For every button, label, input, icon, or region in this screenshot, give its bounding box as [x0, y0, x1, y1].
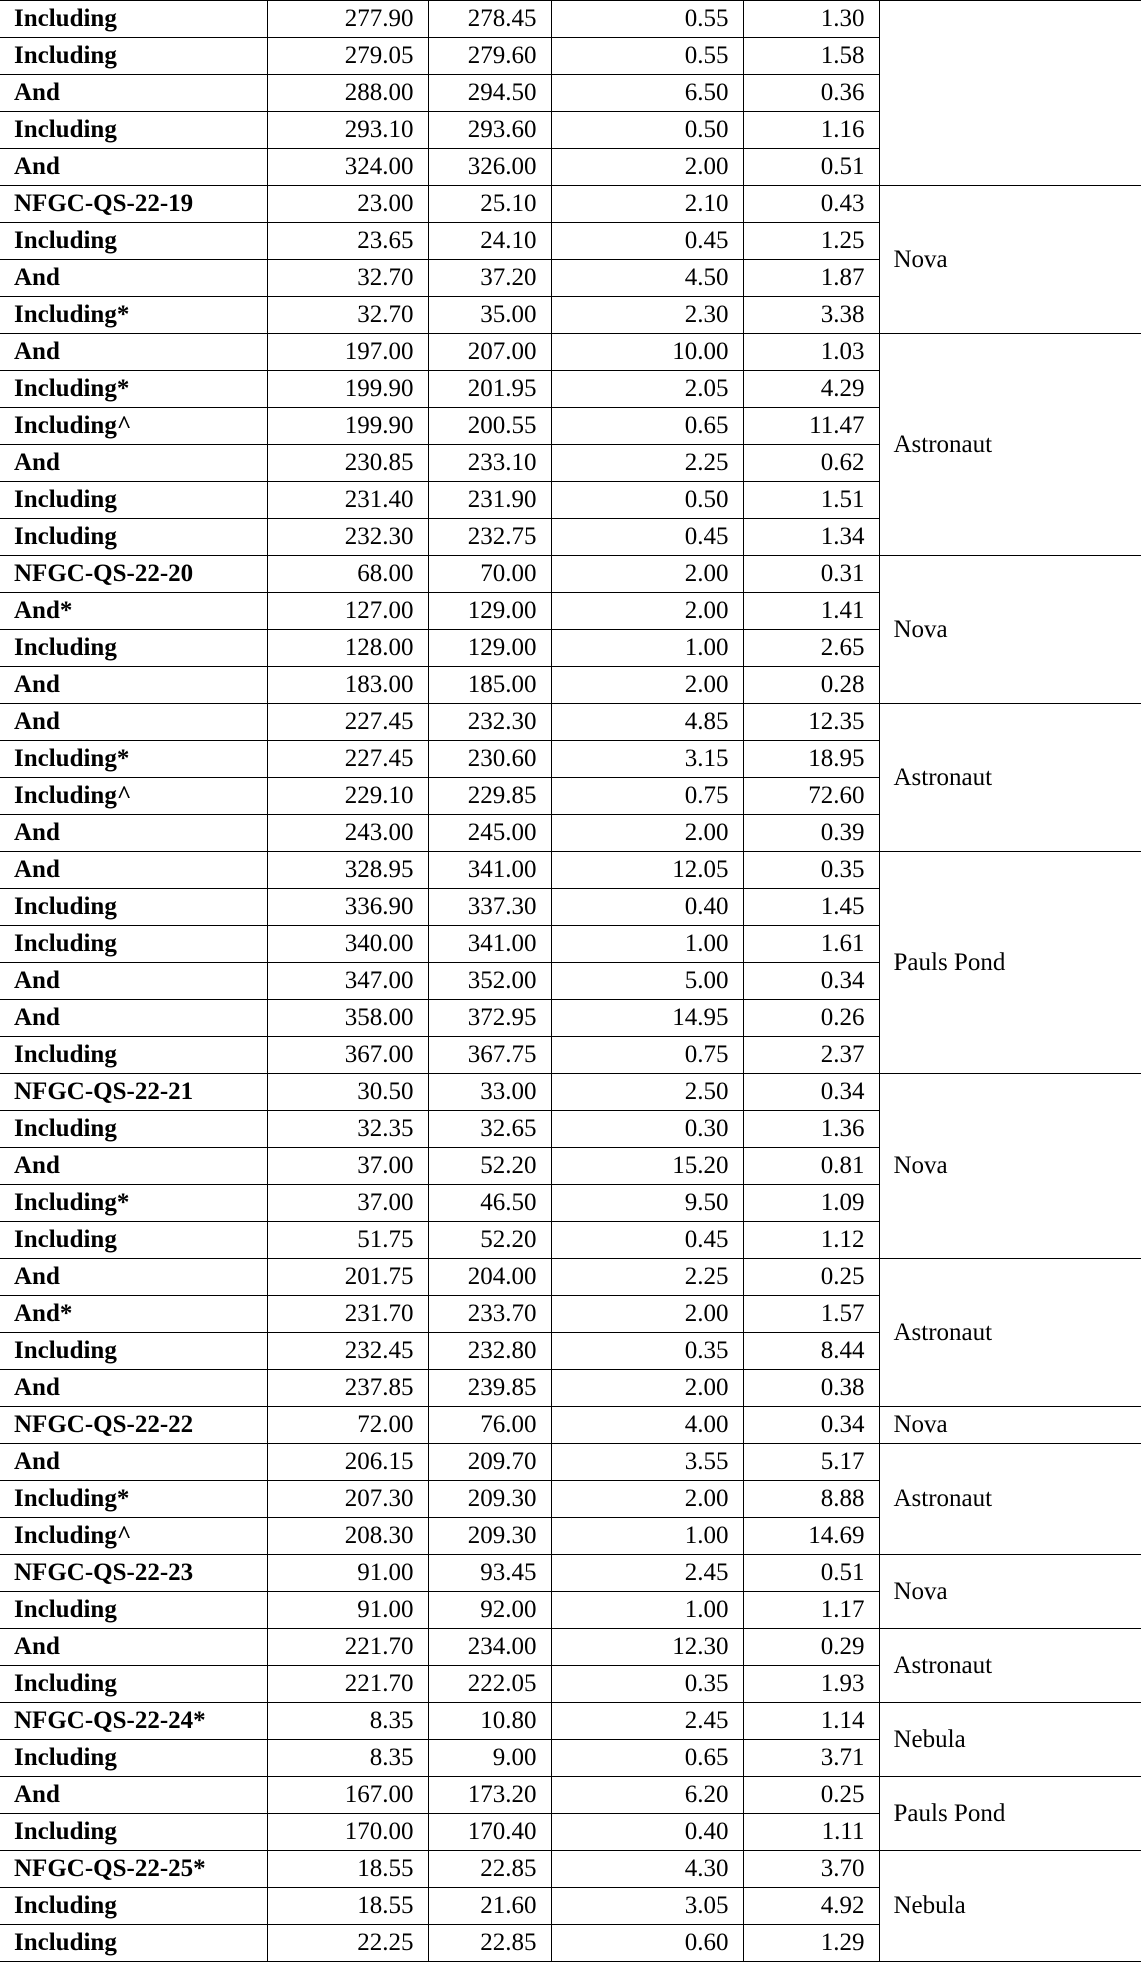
to-cell: 173.20: [428, 1777, 551, 1814]
interval-cell: And: [0, 149, 267, 186]
length-cell: 2.45: [551, 1555, 743, 1592]
interval-cell: And*: [0, 593, 267, 630]
grade-cell: 1.87: [743, 260, 879, 297]
to-cell: 25.10: [428, 186, 551, 223]
interval-cell: Including^: [0, 408, 267, 445]
from-cell: 279.05: [267, 38, 428, 75]
interval-cell: And: [0, 1370, 267, 1407]
length-cell: 2.00: [551, 815, 743, 852]
interval-cell: And: [0, 1629, 267, 1666]
length-cell: 14.95: [551, 1000, 743, 1037]
grade-cell: 3.38: [743, 297, 879, 334]
length-cell: 12.05: [551, 852, 743, 889]
interval-cell: Including: [0, 1888, 267, 1925]
from-cell: 231.40: [267, 482, 428, 519]
length-cell: 12.30: [551, 1629, 743, 1666]
to-cell: 209.30: [428, 1481, 551, 1518]
length-cell: 0.65: [551, 408, 743, 445]
grade-cell: 0.25: [743, 1259, 879, 1296]
interval-cell: Including*: [0, 741, 267, 778]
table-row: [0, 1, 1141, 38]
interval-cell: NFGC-QS-22-20: [0, 556, 267, 593]
grade-cell: 0.36: [743, 75, 879, 112]
from-cell: 183.00: [267, 667, 428, 704]
table-row: [0, 704, 1141, 741]
interval-cell: Including*: [0, 1185, 267, 1222]
grade-cell: 1.36: [743, 1111, 879, 1148]
grade-cell: 0.81: [743, 1148, 879, 1185]
zone-cell: Nova: [879, 1074, 1141, 1259]
grade-cell: 18.95: [743, 741, 879, 778]
grade-cell: 1.30: [743, 1, 879, 38]
table-row: [0, 1259, 1141, 1296]
grade-cell: 0.51: [743, 1555, 879, 1592]
to-cell: 52.20: [428, 1222, 551, 1259]
grade-cell: 1.17: [743, 1592, 879, 1629]
length-cell: 6.50: [551, 75, 743, 112]
length-cell: 1.00: [551, 926, 743, 963]
length-cell: 2.30: [551, 297, 743, 334]
to-cell: 239.85: [428, 1370, 551, 1407]
from-cell: 230.85: [267, 445, 428, 482]
length-cell: 4.30: [551, 1851, 743, 1888]
from-cell: 232.45: [267, 1333, 428, 1370]
grade-cell: 14.69: [743, 1518, 879, 1555]
length-cell: 2.00: [551, 667, 743, 704]
grade-cell: 1.57: [743, 1296, 879, 1333]
interval-cell: And: [0, 1000, 267, 1037]
length-cell: 10.00: [551, 334, 743, 371]
from-cell: 336.90: [267, 889, 428, 926]
to-cell: 294.50: [428, 75, 551, 112]
from-cell: 37.00: [267, 1185, 428, 1222]
length-cell: 0.55: [551, 38, 743, 75]
to-cell: 35.00: [428, 297, 551, 334]
length-cell: 0.65: [551, 1740, 743, 1777]
interval-cell: Including: [0, 1814, 267, 1851]
to-cell: 209.70: [428, 1444, 551, 1481]
length-cell: 3.55: [551, 1444, 743, 1481]
interval-cell: Including: [0, 1925, 267, 1962]
interval-cell: Including*: [0, 1481, 267, 1518]
from-cell: 18.55: [267, 1888, 428, 1925]
grade-cell: 0.51: [743, 149, 879, 186]
to-cell: 231.90: [428, 482, 551, 519]
interval-cell: And: [0, 963, 267, 1000]
to-cell: 207.00: [428, 334, 551, 371]
to-cell: 337.30: [428, 889, 551, 926]
grade-cell: 11.47: [743, 408, 879, 445]
from-cell: 328.95: [267, 852, 428, 889]
interval-cell: NFGC-QS-22-22: [0, 1407, 267, 1444]
interval-cell: Including: [0, 1666, 267, 1703]
length-cell: 9.50: [551, 1185, 743, 1222]
interval-cell: Including^: [0, 778, 267, 815]
to-cell: 46.50: [428, 1185, 551, 1222]
from-cell: 51.75: [267, 1222, 428, 1259]
length-cell: 0.40: [551, 889, 743, 926]
grade-cell: 1.93: [743, 1666, 879, 1703]
to-cell: 70.00: [428, 556, 551, 593]
from-cell: 37.00: [267, 1148, 428, 1185]
table-row: [0, 186, 1141, 223]
to-cell: 293.60: [428, 112, 551, 149]
interval-cell: And: [0, 1259, 267, 1296]
from-cell: 128.00: [267, 630, 428, 667]
grade-cell: 0.29: [743, 1629, 879, 1666]
from-cell: 91.00: [267, 1592, 428, 1629]
length-cell: 0.35: [551, 1666, 743, 1703]
from-cell: 208.30: [267, 1518, 428, 1555]
length-cell: 1.00: [551, 1592, 743, 1629]
grade-cell: 0.43: [743, 186, 879, 223]
from-cell: 201.75: [267, 1259, 428, 1296]
from-cell: 367.00: [267, 1037, 428, 1074]
to-cell: 232.80: [428, 1333, 551, 1370]
interval-cell: Including: [0, 223, 267, 260]
from-cell: 232.30: [267, 519, 428, 556]
interval-cell: Including: [0, 1333, 267, 1370]
grade-cell: 1.41: [743, 593, 879, 630]
to-cell: 24.10: [428, 223, 551, 260]
from-cell: 32.70: [267, 297, 428, 334]
grade-cell: 0.25: [743, 1777, 879, 1814]
table-row: [0, 1777, 1141, 1814]
length-cell: 15.20: [551, 1148, 743, 1185]
from-cell: 68.00: [267, 556, 428, 593]
grade-cell: 1.29: [743, 1925, 879, 1962]
from-cell: 22.25: [267, 1925, 428, 1962]
length-cell: 4.85: [551, 704, 743, 741]
length-cell: 4.50: [551, 260, 743, 297]
from-cell: 231.70: [267, 1296, 428, 1333]
length-cell: 2.00: [551, 556, 743, 593]
interval-cell: Including: [0, 1592, 267, 1629]
length-cell: 0.50: [551, 482, 743, 519]
grade-cell: 1.45: [743, 889, 879, 926]
grade-cell: 3.71: [743, 1740, 879, 1777]
from-cell: 206.15: [267, 1444, 428, 1481]
from-cell: 30.50: [267, 1074, 428, 1111]
to-cell: 234.00: [428, 1629, 551, 1666]
table-row: [0, 1555, 1141, 1592]
grade-cell: 0.34: [743, 1074, 879, 1111]
grade-cell: 0.39: [743, 815, 879, 852]
length-cell: 2.45: [551, 1703, 743, 1740]
grade-cell: 0.35: [743, 852, 879, 889]
interval-cell: And: [0, 75, 267, 112]
grade-cell: 3.70: [743, 1851, 879, 1888]
drill-results-body: [0, 1, 1141, 1962]
from-cell: 32.35: [267, 1111, 428, 1148]
interval-cell: And: [0, 1444, 267, 1481]
to-cell: 209.30: [428, 1518, 551, 1555]
grade-cell: 2.65: [743, 630, 879, 667]
interval-cell: Including: [0, 1037, 267, 1074]
zone-cell: Nebula: [879, 1851, 1141, 1962]
to-cell: 232.30: [428, 704, 551, 741]
length-cell: 5.00: [551, 963, 743, 1000]
interval-cell: Including: [0, 482, 267, 519]
from-cell: 8.35: [267, 1703, 428, 1740]
from-cell: 197.00: [267, 334, 428, 371]
length-cell: 6.20: [551, 1777, 743, 1814]
from-cell: 199.90: [267, 371, 428, 408]
from-cell: 221.70: [267, 1629, 428, 1666]
zone-cell: Astronaut: [879, 334, 1141, 556]
to-cell: 21.60: [428, 1888, 551, 1925]
from-cell: 358.00: [267, 1000, 428, 1037]
grade-cell: 8.44: [743, 1333, 879, 1370]
length-cell: 0.45: [551, 519, 743, 556]
to-cell: 233.10: [428, 445, 551, 482]
interval-cell: And: [0, 815, 267, 852]
interval-cell: Including*: [0, 297, 267, 334]
to-cell: 22.85: [428, 1925, 551, 1962]
grade-cell: 1.34: [743, 519, 879, 556]
to-cell: 129.00: [428, 593, 551, 630]
interval-cell: And: [0, 667, 267, 704]
to-cell: 170.40: [428, 1814, 551, 1851]
length-cell: 4.00: [551, 1407, 743, 1444]
grade-cell: 0.62: [743, 445, 879, 482]
length-cell: 2.00: [551, 1370, 743, 1407]
interval-cell: Including: [0, 1111, 267, 1148]
from-cell: 324.00: [267, 149, 428, 186]
from-cell: 243.00: [267, 815, 428, 852]
from-cell: 199.90: [267, 408, 428, 445]
from-cell: 340.00: [267, 926, 428, 963]
zone-cell: Astronaut: [879, 1629, 1141, 1703]
from-cell: 72.00: [267, 1407, 428, 1444]
interval-cell: Including: [0, 1, 267, 38]
interval-cell: Including: [0, 889, 267, 926]
to-cell: 372.95: [428, 1000, 551, 1037]
length-cell: 0.75: [551, 778, 743, 815]
interval-cell: And*: [0, 1296, 267, 1333]
from-cell: 207.30: [267, 1481, 428, 1518]
from-cell: 277.90: [267, 1, 428, 38]
length-cell: 2.25: [551, 445, 743, 482]
to-cell: 52.20: [428, 1148, 551, 1185]
to-cell: 93.45: [428, 1555, 551, 1592]
length-cell: 0.75: [551, 1037, 743, 1074]
grade-cell: 4.92: [743, 1888, 879, 1925]
to-cell: 230.60: [428, 741, 551, 778]
grade-cell: 1.25: [743, 223, 879, 260]
length-cell: 0.45: [551, 1222, 743, 1259]
to-cell: 341.00: [428, 926, 551, 963]
table-row: [0, 334, 1141, 371]
to-cell: 9.00: [428, 1740, 551, 1777]
length-cell: 3.05: [551, 1888, 743, 1925]
from-cell: 167.00: [267, 1777, 428, 1814]
from-cell: 32.70: [267, 260, 428, 297]
from-cell: 288.00: [267, 75, 428, 112]
to-cell: 201.95: [428, 371, 551, 408]
from-cell: 347.00: [267, 963, 428, 1000]
zone-cell: Nova: [879, 1407, 1141, 1444]
to-cell: 92.00: [428, 1592, 551, 1629]
length-cell: 0.40: [551, 1814, 743, 1851]
zone-cell: Nova: [879, 556, 1141, 704]
from-cell: 237.85: [267, 1370, 428, 1407]
from-cell: 18.55: [267, 1851, 428, 1888]
to-cell: 10.80: [428, 1703, 551, 1740]
length-cell: 0.45: [551, 223, 743, 260]
interval-cell: NFGC-QS-22-23: [0, 1555, 267, 1592]
table-row: [0, 1851, 1141, 1888]
grade-cell: 1.12: [743, 1222, 879, 1259]
length-cell: 3.15: [551, 741, 743, 778]
from-cell: 227.45: [267, 741, 428, 778]
from-cell: 293.10: [267, 112, 428, 149]
interval-cell: Including: [0, 1740, 267, 1777]
interval-cell: Including: [0, 630, 267, 667]
to-cell: 279.60: [428, 38, 551, 75]
length-cell: 0.55: [551, 1, 743, 38]
table-row: [0, 1074, 1141, 1111]
grade-cell: 72.60: [743, 778, 879, 815]
to-cell: 352.00: [428, 963, 551, 1000]
table-row: [0, 1629, 1141, 1666]
grade-cell: 1.11: [743, 1814, 879, 1851]
length-cell: 1.00: [551, 630, 743, 667]
from-cell: 127.00: [267, 593, 428, 630]
length-cell: 2.00: [551, 1296, 743, 1333]
length-cell: 2.00: [551, 149, 743, 186]
grade-cell: 1.16: [743, 112, 879, 149]
interval-cell: NFGC-QS-22-21: [0, 1074, 267, 1111]
length-cell: 2.05: [551, 371, 743, 408]
interval-cell: NFGC-QS-22-25*: [0, 1851, 267, 1888]
grade-cell: 0.31: [743, 556, 879, 593]
length-cell: 1.00: [551, 1518, 743, 1555]
interval-cell: Including: [0, 1222, 267, 1259]
interval-cell: NFGC-QS-22-24*: [0, 1703, 267, 1740]
interval-cell: And: [0, 334, 267, 371]
to-cell: 32.65: [428, 1111, 551, 1148]
to-cell: 232.75: [428, 519, 551, 556]
to-cell: 222.05: [428, 1666, 551, 1703]
interval-cell: And: [0, 704, 267, 741]
to-cell: 129.00: [428, 630, 551, 667]
to-cell: 185.00: [428, 667, 551, 704]
grade-cell: 2.37: [743, 1037, 879, 1074]
from-cell: 227.45: [267, 704, 428, 741]
zone-cell: [879, 1, 1141, 186]
interval-cell: Including: [0, 112, 267, 149]
from-cell: 91.00: [267, 1555, 428, 1592]
to-cell: 22.85: [428, 1851, 551, 1888]
interval-cell: Including: [0, 519, 267, 556]
interval-cell: Including: [0, 926, 267, 963]
table-row: [0, 1407, 1141, 1444]
length-cell: 2.50: [551, 1074, 743, 1111]
interval-cell: And: [0, 1148, 267, 1185]
to-cell: 233.70: [428, 1296, 551, 1333]
zone-cell: Nova: [879, 1555, 1141, 1629]
zone-cell: Nova: [879, 186, 1141, 334]
table-row: [0, 556, 1141, 593]
length-cell: 0.35: [551, 1333, 743, 1370]
to-cell: 245.00: [428, 815, 551, 852]
table-row: [0, 1703, 1141, 1740]
interval-cell: NFGC-QS-22-19: [0, 186, 267, 223]
interval-cell: And: [0, 445, 267, 482]
grade-cell: 1.61: [743, 926, 879, 963]
grade-cell: 12.35: [743, 704, 879, 741]
to-cell: 367.75: [428, 1037, 551, 1074]
to-cell: 341.00: [428, 852, 551, 889]
from-cell: 221.70: [267, 1666, 428, 1703]
grade-cell: 0.34: [743, 1407, 879, 1444]
interval-cell: And: [0, 260, 267, 297]
interval-cell: Including*: [0, 371, 267, 408]
interval-cell: Including^: [0, 1518, 267, 1555]
table-row: [0, 852, 1141, 889]
length-cell: 2.25: [551, 1259, 743, 1296]
length-cell: 2.00: [551, 1481, 743, 1518]
to-cell: 200.55: [428, 408, 551, 445]
grade-cell: 5.17: [743, 1444, 879, 1481]
from-cell: 229.10: [267, 778, 428, 815]
grade-cell: 1.14: [743, 1703, 879, 1740]
grade-cell: 1.51: [743, 482, 879, 519]
to-cell: 229.85: [428, 778, 551, 815]
zone-cell: Astronaut: [879, 704, 1141, 852]
grade-cell: 1.09: [743, 1185, 879, 1222]
from-cell: 23.00: [267, 186, 428, 223]
grade-cell: 0.38: [743, 1370, 879, 1407]
to-cell: 76.00: [428, 1407, 551, 1444]
grade-cell: 0.28: [743, 667, 879, 704]
grade-cell: 4.29: [743, 371, 879, 408]
length-cell: 2.00: [551, 593, 743, 630]
zone-cell: Pauls Pond: [879, 852, 1141, 1074]
to-cell: 326.00: [428, 149, 551, 186]
grade-cell: 0.26: [743, 1000, 879, 1037]
table-row: [0, 1444, 1141, 1481]
interval-cell: And: [0, 852, 267, 889]
interval-cell: Including: [0, 38, 267, 75]
from-cell: 170.00: [267, 1814, 428, 1851]
length-cell: 0.30: [551, 1111, 743, 1148]
length-cell: 0.60: [551, 1925, 743, 1962]
from-cell: 23.65: [267, 223, 428, 260]
from-cell: 8.35: [267, 1740, 428, 1777]
zone-cell: Astronaut: [879, 1259, 1141, 1407]
length-cell: 0.50: [551, 112, 743, 149]
to-cell: 37.20: [428, 260, 551, 297]
grade-cell: 8.88: [743, 1481, 879, 1518]
to-cell: 204.00: [428, 1259, 551, 1296]
grade-cell: 1.03: [743, 334, 879, 371]
grade-cell: 0.34: [743, 963, 879, 1000]
grade-cell: 1.58: [743, 38, 879, 75]
zone-cell: Astronaut: [879, 1444, 1141, 1555]
length-cell: 2.10: [551, 186, 743, 223]
zone-cell: Pauls Pond: [879, 1777, 1141, 1851]
interval-cell: And: [0, 1777, 267, 1814]
to-cell: 33.00: [428, 1074, 551, 1111]
zone-cell: Nebula: [879, 1703, 1141, 1777]
to-cell: 278.45: [428, 1, 551, 38]
